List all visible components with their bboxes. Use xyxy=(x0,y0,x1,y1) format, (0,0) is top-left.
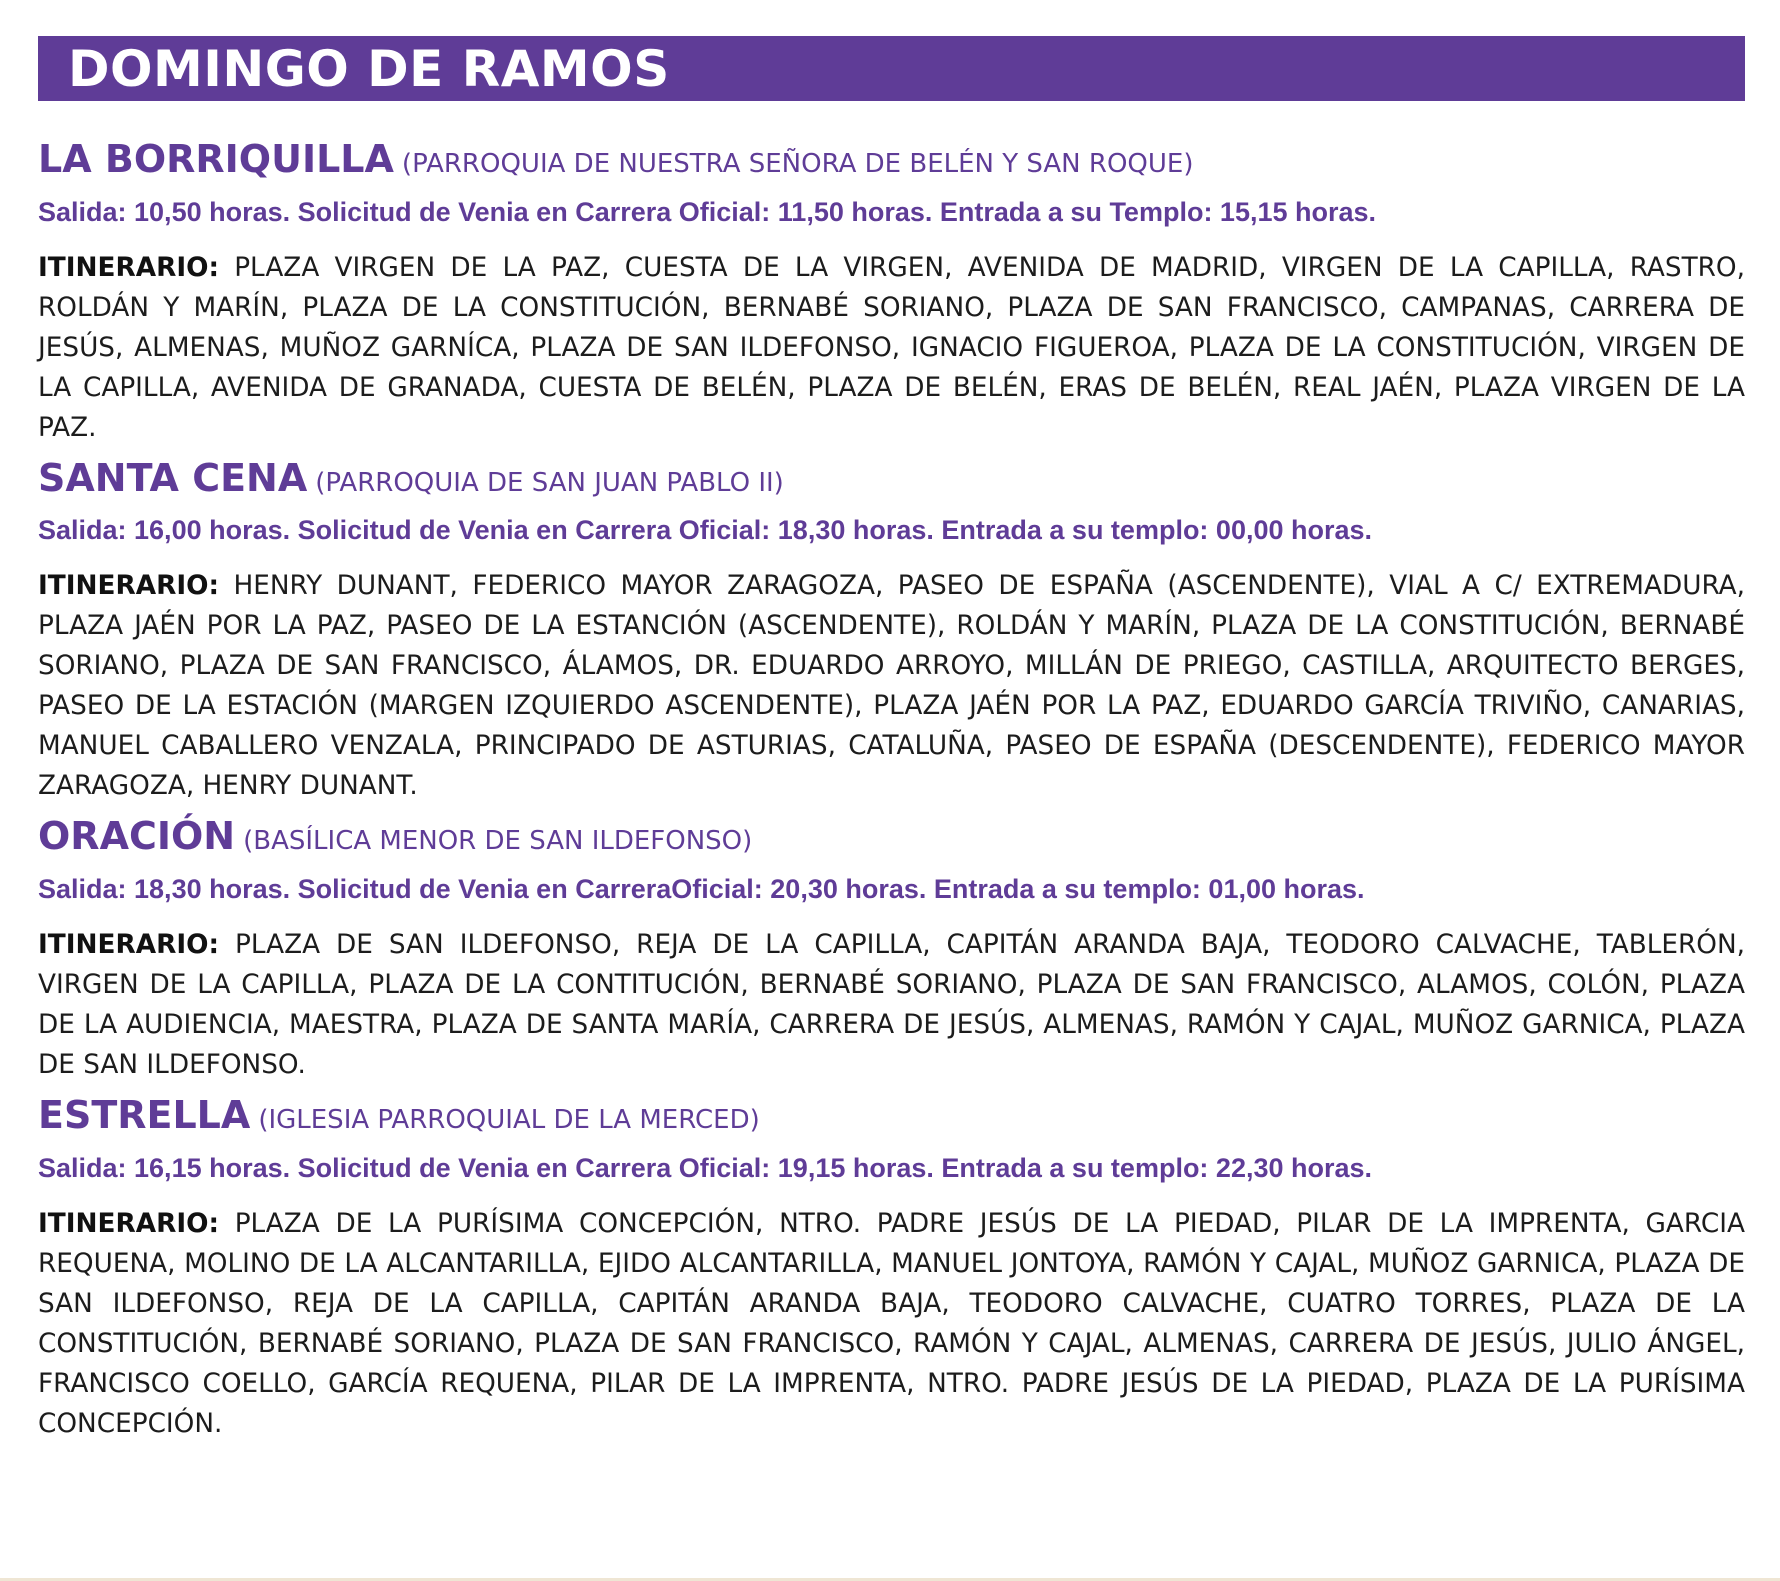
itinerary-label: ITINERARIO: xyxy=(38,571,219,602)
procession-heading xyxy=(38,456,1745,502)
procession-name: SANTA CENA xyxy=(38,455,308,500)
procession-times: Salida: 10,50 horas. Solicitud de Venia en Carrera Oficial: 11,50 horas. Entrada a su Templo: 15,15 horas. xyxy=(38,196,1377,227)
procession-itinerary xyxy=(38,566,1745,806)
procession-times: Salida: 16,15 horas. Solicitud de Venia en Carrera Oficial: 19,15 horas. Entrada a su templo: 22,30 horas. xyxy=(38,1152,1373,1183)
procession-times: Salida: 16,00 horas. Solicitud de Venia en Carrera Oficial: 18,30 horas. Entrada a su templo: 00,00 horas. xyxy=(38,515,1373,546)
procession-itinerary xyxy=(38,925,1745,1085)
procession-name: LA BORRIQUILLA xyxy=(38,137,394,181)
itinerary-text: PLAZA DE LA PURÍSIMA CONCEPCIÓN, NTRO. PADRE JESÚS DE LA PIEDAD, PILAR DE LA IMPRENTA, GARCIA REQUENA, MOLINO DE LA ALCANTARILLA, EJIDO ALCANTARILLA, MANUEL JONTOYA, RAMÓN Y CAJAL, MUÑOZ GARNICA, PLAZA DE SAN ILDEFONSO, REJA DE LA CAPILLA, CAPITÁN ARANDA BAJA, TEODORO CALVACHE, CUATRO TORRES, PLAZA DE LA CONSTITUCIÓN, BERNABÉ SORIANO, PLAZA DE SAN FRANCISCO, RAMÓN Y CAJAL, ALMENAS, CARRERA DE JESÚS, JULIO ÁNGEL, FRANCISCO COELLO, GARCÍA REQUENA, PILAR DE LA IMPRENTA, NTRO. PADRE JESÚS DE LA PIEDAD, PLAZA DE LA PURÍSIMA CONCEPCIÓN. xyxy=(38,1208,1745,1439)
procession-church: (PARROQUIA DE SAN JUAN PABLO II) xyxy=(315,467,784,498)
procession-heading xyxy=(38,814,1745,860)
itinerary-label: ITINERARIO: xyxy=(38,252,219,283)
procession-name: ESTRELLA xyxy=(38,1093,251,1138)
procession-itinerary xyxy=(38,248,1745,448)
procession-itinerary xyxy=(38,1204,1745,1444)
procession-church: (PARROQUIA DE NUESTRA SEÑORA DE BELÉN Y SAN ROQUE) xyxy=(401,149,1194,179)
itinerary-text: PLAZA VIRGEN DE LA PAZ, CUESTA DE LA VIRGEN, AVENIDA DE MADRID, VIRGEN DE LA CAPILLA, RASTRO, ROLDÁN Y MARÍN, PLAZA DE LA CONSTITUCIÓN, BERNABÉ SORIANO, PLAZA DE SAN FRANCISCO, CAMPANAS, CARRERA DE JESÚS, ALMENAS, MUÑOZ GARNÍCA, PLAZA DE SAN ILDEFONSO, IGNACIO FIGUEROA, PLAZA DE LA CONSTITUCIÓN, VIRGEN DE LA CAPILLA, AVENIDA DE GRANADA, CUESTA DE BELÉN, PLAZA DE BELÉN, ERAS DE BELÉN, REAL JAÉN, PLAZA VIRGEN DE LA PAZ. xyxy=(38,252,1745,443)
itinerary-text: HENRY DUNANT, FEDERICO MAYOR ZARAGOZA, PASEO DE ESPAÑA (ASCENDENTE), VIAL A C/ EXTREMADURA, PLAZA JAÉN POR LA PAZ, PASEO DE LA ESTANCIÓN (ASCENDENTE), ROLDÁN Y MARÍN, PLAZA DE LA CONSTITUCIÓN, BERNABÉ SORIANO, PLAZA DE SAN FRANCISCO, ÁLAMOS, DR. EDUARDO ARROYO, MILLÁN DE PRIEGO, CASTILLA, ARQUITECTO BERGES, PASEO DE LA ESTACIÓN (MARGEN IZQUIERDO ASCENDENTE), PLAZA JAÉN POR LA PAZ, EDUARDO GARCÍA TRIVIÑO, CANARIAS, MANUEL CABALLERO VENZALA, PRINCIPADO DE ASTURIAS, CATALUÑA, PASEO DE ESPAÑA (DESCENDENTE), FEDERICO MAYOR ZARAGOZA, HENRY DUNANT. xyxy=(38,571,1746,802)
title-banner xyxy=(38,36,1745,101)
procession-heading xyxy=(38,1093,1745,1139)
procession-section-estrella xyxy=(38,1093,1745,1444)
procession-heading xyxy=(38,137,1745,183)
itinerary-label: ITINERARIO: xyxy=(38,930,219,961)
procession-times: Salida: 18,30 horas. Solicitud de Venia en CarreraOficial: 20,30 horas. Entrada a su templo: 01,00 horas. xyxy=(38,873,1365,904)
procession-section-oracion xyxy=(38,814,1745,1085)
document-page xyxy=(38,36,1745,1444)
procession-name: ORACIÓN xyxy=(38,814,236,859)
procession-church: (IGLESIA PARROQUIAL DE LA MERCED) xyxy=(258,1105,760,1136)
itinerary-text: PLAZA DE SAN ILDEFONSO, REJA DE LA CAPILLA, CAPITÁN ARANDA BAJA, TEODORO CALVACHE, TABLERÓN, VIRGEN DE LA CAPILLA, PLAZA DE LA CONTITUCIÓN, BERNABÉ SORIANO, PLAZA DE SAN FRANCISCO, ALAMOS, COLÓN, PLAZA DE LA AUDIENCIA, MAESTRA, PLAZA DE SANTA MARÍA, CARRERA DE JESÚS, ALMENAS, RAMÓN Y CAJAL, MUÑOZ GARNICA, PLAZA DE SAN ILDEFONSO. xyxy=(38,930,1746,1081)
page-title: DOMINGO DE RAMOS xyxy=(68,39,670,98)
procession-church: (BASÍLICA MENOR DE SAN ILDEFONSO) xyxy=(243,826,753,857)
itinerary-label: ITINERARIO: xyxy=(38,1208,219,1239)
procession-section-santa-cena xyxy=(38,456,1745,807)
procession-section-la-borriquilla xyxy=(38,137,1745,448)
